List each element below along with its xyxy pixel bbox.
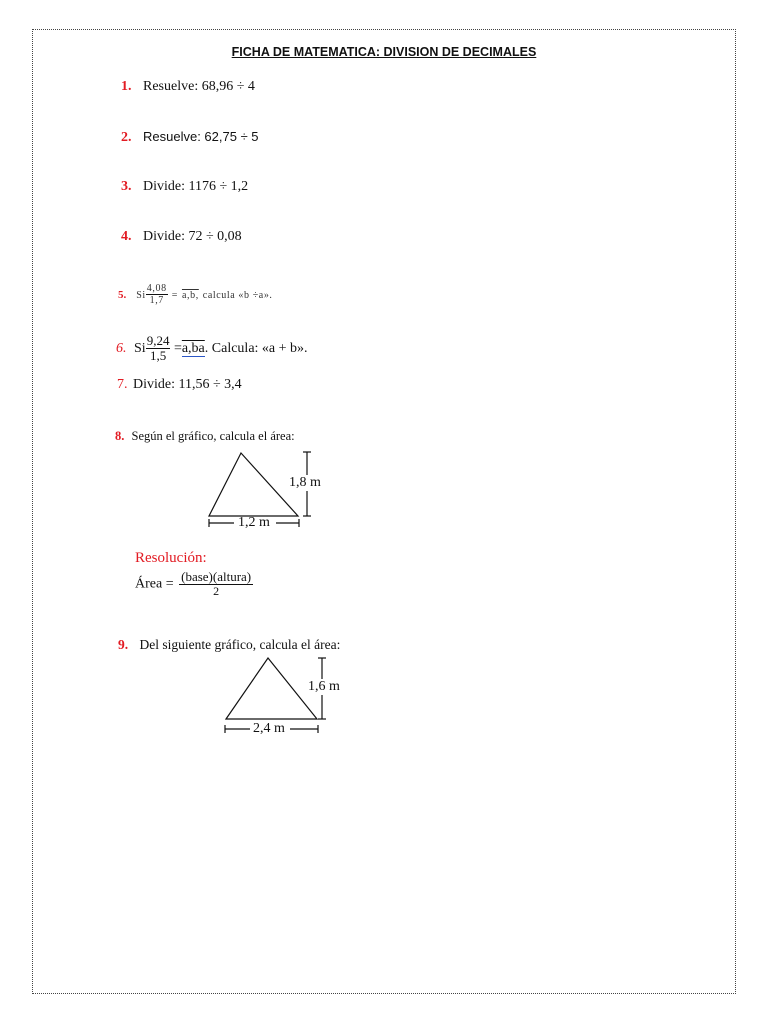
- result-value: a,ba: [181, 341, 205, 357]
- question-number: 2.: [121, 130, 132, 145]
- si-label: Si: [134, 341, 146, 357]
- height-label: 1,8 m: [289, 475, 321, 490]
- denominator: 2: [213, 584, 220, 599]
- question-text: Divide: 1176 ÷ 1,2: [143, 179, 249, 194]
- question-number: 6.: [116, 341, 127, 357]
- worksheet-title: FICHA DE MATEMATICA: DIVISION DE DECIMALES: [231, 45, 537, 59]
- denominator: 1,5: [149, 348, 167, 364]
- question-number: 4.: [121, 229, 132, 244]
- base-label: 1,2 m: [238, 515, 270, 530]
- numerator: 4,08: [146, 283, 167, 294]
- question-number: 5.: [118, 289, 127, 302]
- question-number: 9.: [118, 637, 129, 652]
- question-text: calcula «b ÷a».: [202, 290, 273, 302]
- question-number: 7.: [117, 377, 128, 392]
- question-text: Del siguiente gráfico, calcula el área:: [139, 637, 341, 652]
- question-text: Divide: 72 ÷ 0,08: [143, 229, 242, 244]
- denominator: 1,7: [149, 295, 164, 306]
- numerator: (base)(altura): [181, 569, 252, 584]
- question-text: Divide: 11,56 ÷ 3,4: [133, 377, 242, 392]
- equals-sign: =: [173, 341, 182, 357]
- area-label: Área =: [135, 576, 174, 592]
- question-number: 3.: [121, 179, 132, 194]
- question-text: Resuelve: 68,96 ÷ 4: [143, 79, 255, 94]
- result-value: a,b,: [181, 290, 199, 302]
- question-text: Resuelve: 62,75 ÷ 5: [143, 129, 259, 144]
- height-label: 1,6 m: [308, 679, 340, 694]
- resolution-label: Resolución:: [135, 550, 207, 566]
- numerator: 9,24: [146, 333, 170, 348]
- base-label: 2,4 m: [253, 721, 285, 736]
- equals-sign: =: [171, 290, 178, 302]
- question-text: Según el gráfico, calcula el área:: [131, 429, 295, 443]
- question-number: 1.: [121, 79, 132, 94]
- question-number: 8.: [115, 429, 125, 443]
- si-label: Si: [136, 290, 146, 302]
- question-text: . Calcula: «a + b».: [204, 341, 308, 357]
